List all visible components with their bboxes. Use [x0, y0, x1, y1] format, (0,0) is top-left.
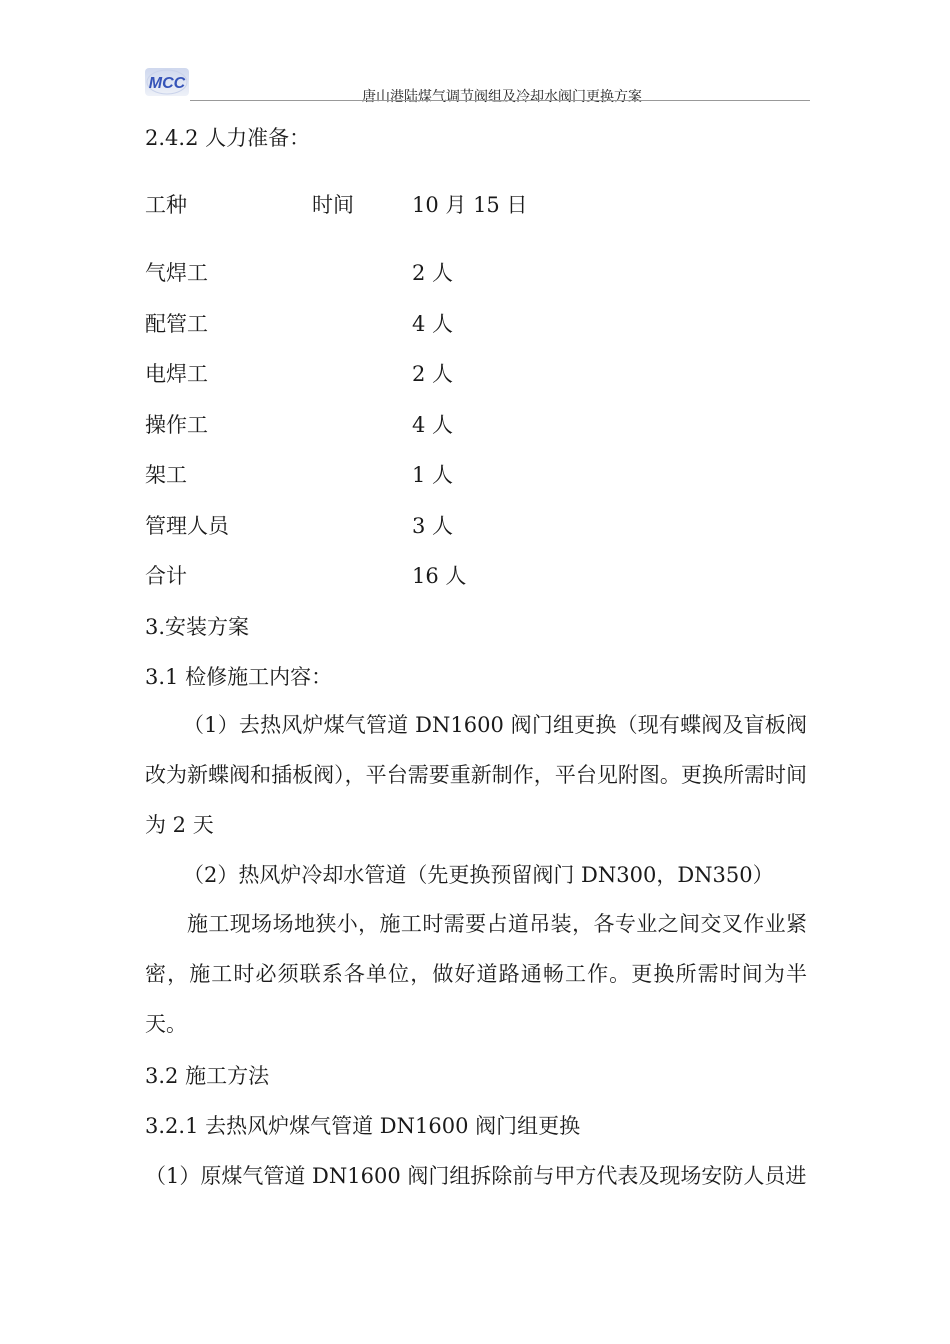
- section-heading-3-2: 3.2 施工方法: [145, 1064, 270, 1088]
- paragraph-item-1: （1）去热风炉煤气管道 DN1600 阀门组更换（现有蝶阀及盲板阀改为新蝶阀和插板阀），平台需要重新制作，平台见附图。更换所需时间为 2 天: [145, 713, 807, 837]
- paragraph-321-item-1: （1）原煤气管道 DN1600 阀门组拆除前与甲方代表及现场安防人员进: [145, 1164, 807, 1188]
- section-heading-3-1: 3.1 检修施工内容：: [145, 665, 333, 689]
- table-row-trade: 配管工: [145, 312, 208, 336]
- paragraph-site-note: 施工现场场地狭小，施工时需要占道吊装，各专业之间交叉作业紧密，施工时必须联系各单位，做好道路通畅工作。更换所需时间为半天。: [145, 912, 807, 1036]
- table-row-count: 4 人: [412, 312, 454, 336]
- table-row-trade: 管理人员: [145, 514, 229, 538]
- header-divider: [190, 100, 810, 101]
- section-heading-3-2-1: 3.2.1 去热风炉煤气管道 DN1600 阀门组更换: [145, 1114, 581, 1138]
- section-heading-2-4-2: 2.4.2 人力准备：: [145, 126, 311, 150]
- paragraph-item-2: （2）热风炉冷却水管道（先更换预留阀门 DN300，DN350）: [183, 863, 774, 887]
- table-header-time: 时间: [312, 193, 354, 217]
- table-row-total-label: 合计: [145, 564, 187, 588]
- mcc-logo-graphic: [144, 66, 190, 98]
- table-header-date: 10 月 15 日: [412, 193, 528, 217]
- table-row-trade: 电焊工: [145, 362, 208, 386]
- table-row-trade: 操作工: [145, 413, 208, 437]
- table-row-count: 3 人: [412, 514, 454, 538]
- section-heading-3: 3.安装方案: [145, 615, 250, 639]
- header-title: 唐山港陆煤气调节阀组及冷却水阀门更换方案: [362, 89, 642, 105]
- table-row-count: 1 人: [412, 463, 454, 487]
- table-row-total-count: 16 人: [412, 564, 467, 588]
- table-header-trade: 工种: [145, 193, 187, 217]
- table-row-trade: 气焊工: [145, 261, 208, 285]
- logo-text: MCC: [148, 75, 186, 92]
- table-row-count: 2 人: [412, 261, 454, 285]
- table-row-trade: 架工: [145, 463, 187, 487]
- mcc-logo: [144, 66, 190, 98]
- table-row-count: 4 人: [412, 413, 454, 437]
- table-row-count: 2 人: [412, 362, 454, 386]
